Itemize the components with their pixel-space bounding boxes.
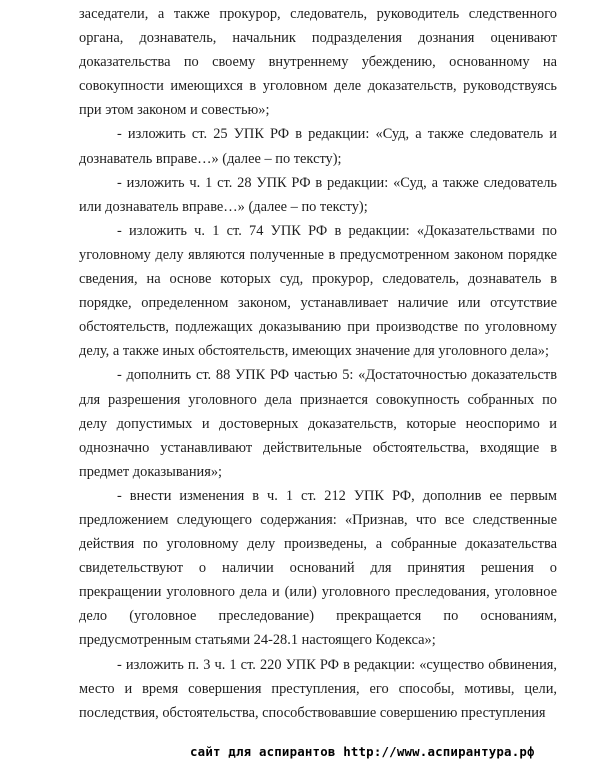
paragraph-article-28: - изложить ч. 1 ст. 28 УПК РФ в редакции: «Суд, а также следователь или дознаватель вправе…» (далее – по тексту); bbox=[79, 174, 557, 215]
document-text bbox=[79, 2, 557, 725]
paragraph-article-88: - дополнить ст. 88 УПК РФ частью 5: «Достаточностью доказательств для разрешения уголовного дела признается совокупность собранных по делу допустимых и достоверных доказательств, которые неоспоримо и однозначно устанавливают действительные обстоятельства, входящие в предмет доказывания»; bbox=[79, 367, 557, 480]
paragraph-article-220: - изложить п. 3 ч. 1 ст. 220 УПК РФ в редакции: «существо обвинения, место и время совершения преступления, его способы, мотивы, цели, последствия, обстоятельства, способствовавшие совершению преступления bbox=[79, 656, 557, 721]
paragraph-article-74: - изложить ч. 1 ст. 74 УПК РФ в редакции: «Доказательствами по уголовному делу являются полученные в предусмотренном законом порядке сведения, на основе которых суд, прокурор, следователь, дознаватель в порядке, определенном законом, устанавливает наличие или отсутствие обстоятельств, подлежащих доказыванию при производстве по уголовному делу, а также иных обстоятельств, имеющих значение для уголовного дела»; bbox=[79, 222, 557, 360]
paragraph-article-212: - внести изменения в ч. 1 ст. 212 УПК РФ, дополнив ее первым предложением следующего содержания: «Признав, что все следственные действия по уголовному делу произведены, а собранные доказательства свидетельствуют о наличии оснований для принятия решения о прекращении уголовного дела и (или) уголовного преследования, уголовное дело (уголовное преследование) прекращается по основаниям, предусмотренным статьями 24-28.1 настоящего Кодекса»; bbox=[79, 487, 557, 649]
paragraph-article-25: - изложить ст. 25 УПК РФ в редакции: «Суд, а также следователь и дознаватель вправе…» (далее – по тексту); bbox=[79, 126, 557, 167]
paragraph-continuation: заседатели, а также прокурор, следователь, руководитель следственного органа, дознаватель, начальник подразделения дознания оценивают доказательства по своему внутреннему убеждению, основанному на совокупности имеющихся в уголовном деле доказательств, руководствуясь при этом законом и совестью»; bbox=[79, 6, 557, 119]
footer-watermark-text: сайт для аспирантов http://www.аспирантура.рф bbox=[190, 744, 535, 759]
